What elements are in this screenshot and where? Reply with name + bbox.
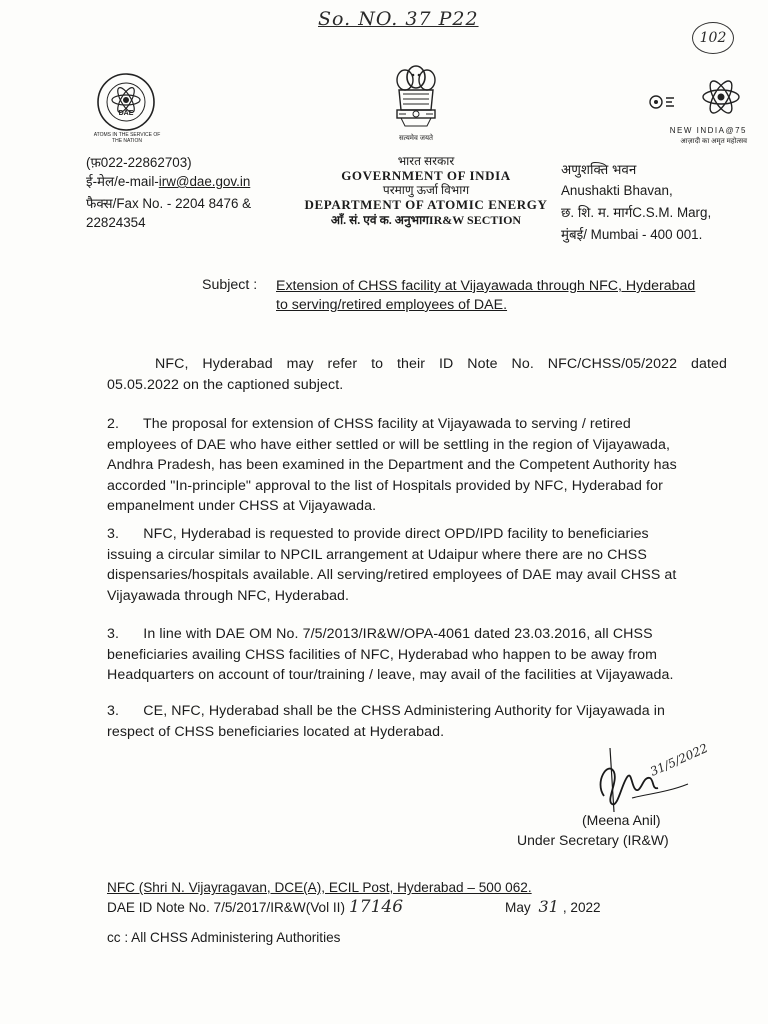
file-number: So. NO. 37 P22 bbox=[318, 8, 479, 30]
paragraph-3 bbox=[107, 524, 727, 606]
signature-date: 31/5/2022 bbox=[648, 740, 710, 779]
id-note-line bbox=[107, 897, 667, 917]
subject-line-2: to serving/retired employees of DAE. bbox=[276, 297, 508, 313]
id-note-number: 17146 bbox=[348, 897, 404, 917]
govt-section: आँ. सं. एवं क. अनुभागIR&W SECTION bbox=[330, 213, 522, 227]
address-city: मुंबई/ Mumbai - 400 001. bbox=[561, 227, 703, 242]
dae-logo-ring-text: ATOMS IN THE SERVICE OF THE NATION bbox=[93, 132, 161, 144]
azadi-text: आज़ादी का अमृत महोत्सव bbox=[680, 138, 747, 145]
paragraph-3-line-2: issuing a circular similar to NPCIL arrangement at Udaipur where there are no CHSS bbox=[107, 546, 647, 563]
subject-label: Subject : bbox=[202, 277, 258, 293]
paragraph-4-line-1: 3. In line with DAE OM No. 7/5/2013/IR&W/OPA-4061 dated 23.03.2016, all CHSS bbox=[107, 626, 653, 642]
govt-english-1: GOVERNMENT OF INDIA bbox=[341, 168, 511, 183]
paragraph-5-line-1: 3. CE, NFC, Hyderabad shall be the CHSS Administering Authority for Vijayawada in bbox=[107, 703, 665, 719]
atom-icon bbox=[698, 74, 744, 120]
paragraph-2 bbox=[107, 414, 727, 517]
dae-logo bbox=[93, 72, 161, 144]
paragraph-3-line-1: 3. NFC, Hyderabad is requested to provide direct OPD/IPD facility to beneficiaries bbox=[107, 526, 649, 542]
paragraph-2-line-5: empanelment under CHSS at Vijayawada. bbox=[107, 498, 377, 515]
address-hindi: अणुशक्ति भवन bbox=[561, 162, 637, 177]
contact-phone: (फ़022-22862703) bbox=[86, 155, 192, 170]
paragraph-2-line-4: accorded "In-principle" approval to the list of Hospitals provided by NFC, Hyderabad for bbox=[107, 477, 663, 494]
page-marker: 102 bbox=[699, 30, 727, 46]
paragraph-1-line-1: NFC, Hyderabad may refer to their ID Note No. NFC/CHSS/05/2022 dated bbox=[155, 356, 727, 372]
govt-hindi-1: भारत सरकार bbox=[397, 154, 455, 168]
recipient-line: NFC (Shri N. Vijayragavan, DCE(A), ECIL Post, Hyderabad – 500 062. bbox=[107, 880, 532, 895]
right-logos bbox=[648, 70, 748, 152]
paragraph-4 bbox=[107, 624, 727, 686]
govt-block bbox=[296, 154, 556, 228]
paragraph-3-line-3: dispensaries/hospitals available. All serving/retired employees of DAE may avail CHSS at bbox=[107, 567, 677, 584]
govt-english-2: DEPARTMENT OF ATOMIC ENERGY bbox=[304, 197, 548, 212]
id-note-month: May bbox=[505, 900, 531, 915]
address-block bbox=[561, 160, 751, 244]
contact-fax-2: 22824354 bbox=[86, 215, 146, 230]
contact-email[interactable]: irw@dae.gov.in bbox=[158, 174, 251, 189]
contact-fax: फैक्स/Fax No. - 2204 8476 & bbox=[86, 196, 252, 211]
paragraph-2-line-3: Andhra Pradesh, has been examined in the Department and the Competent Authority has bbox=[107, 457, 677, 474]
paragraph-2-line-2: employees of DAE who have either settled or will be settling in the region of Vijayawada, bbox=[107, 436, 671, 453]
address-english: Anushakti Bhavan, bbox=[561, 183, 673, 198]
paragraph-3-line-4: Vijayawada through NFC, Hyderabad. bbox=[107, 587, 350, 604]
id-note-prefix: DAE ID Note No. 7/5/2017/IR&W(Vol II) bbox=[107, 900, 345, 915]
subject-text bbox=[276, 277, 736, 315]
signature-mark bbox=[588, 742, 728, 816]
page-marker-circle bbox=[692, 22, 734, 54]
paragraph-1 bbox=[107, 354, 727, 395]
paragraph-4-line-2: beneficiaries availing CHSS facilities of NFC, Hyderabad who happen to be away from bbox=[107, 646, 658, 663]
paragraph-2-line-1: 2. The proposal for extension of CHSS facility at Vijayawada to serving / retired bbox=[107, 416, 631, 432]
id-note-year: , 2022 bbox=[562, 900, 601, 915]
dae-logo-center-text: DAE bbox=[118, 110, 134, 117]
paragraph-5-line-2: respect of CHSS beneficiaries located at Hyderabad. bbox=[107, 723, 445, 740]
id-note-day: 31 bbox=[538, 897, 559, 916]
contact-email-prefix: ई-मेल/e-mail- bbox=[86, 174, 159, 189]
paragraph-5 bbox=[107, 701, 727, 742]
subject-line-1: Extension of CHSS facility at Vijayawada through NFC, Hyderabad bbox=[276, 278, 696, 294]
contact-email-line bbox=[86, 172, 296, 191]
address-marg: छ. शि. म. मार्गC.S.M. Marg, bbox=[561, 205, 712, 220]
swachh-bharat-icon bbox=[648, 90, 678, 116]
cc-line: cc : All CHSS Administering Authorities bbox=[107, 930, 341, 945]
paragraph-1-line-2: 05.05.2022 on the captioned subject. bbox=[107, 376, 344, 393]
state-emblem bbox=[393, 64, 439, 140]
id-note-date bbox=[505, 897, 601, 916]
paragraph-4-line-3: Headquarters on account of tour/training / leave, may avail of the facilities at Vijayawada. bbox=[107, 667, 674, 684]
signatory-name: (Meena Anil) bbox=[582, 812, 661, 828]
govt-hindi-2: परमाणु ऊर्जा विभाग bbox=[382, 183, 470, 197]
signatory-designation: Under Secretary (IR&W) bbox=[517, 832, 669, 848]
emblem-motto: सत्यमेव जयते bbox=[398, 135, 434, 142]
new-india-text: NEW INDIA@75 bbox=[669, 126, 747, 135]
contact-block bbox=[86, 153, 296, 232]
